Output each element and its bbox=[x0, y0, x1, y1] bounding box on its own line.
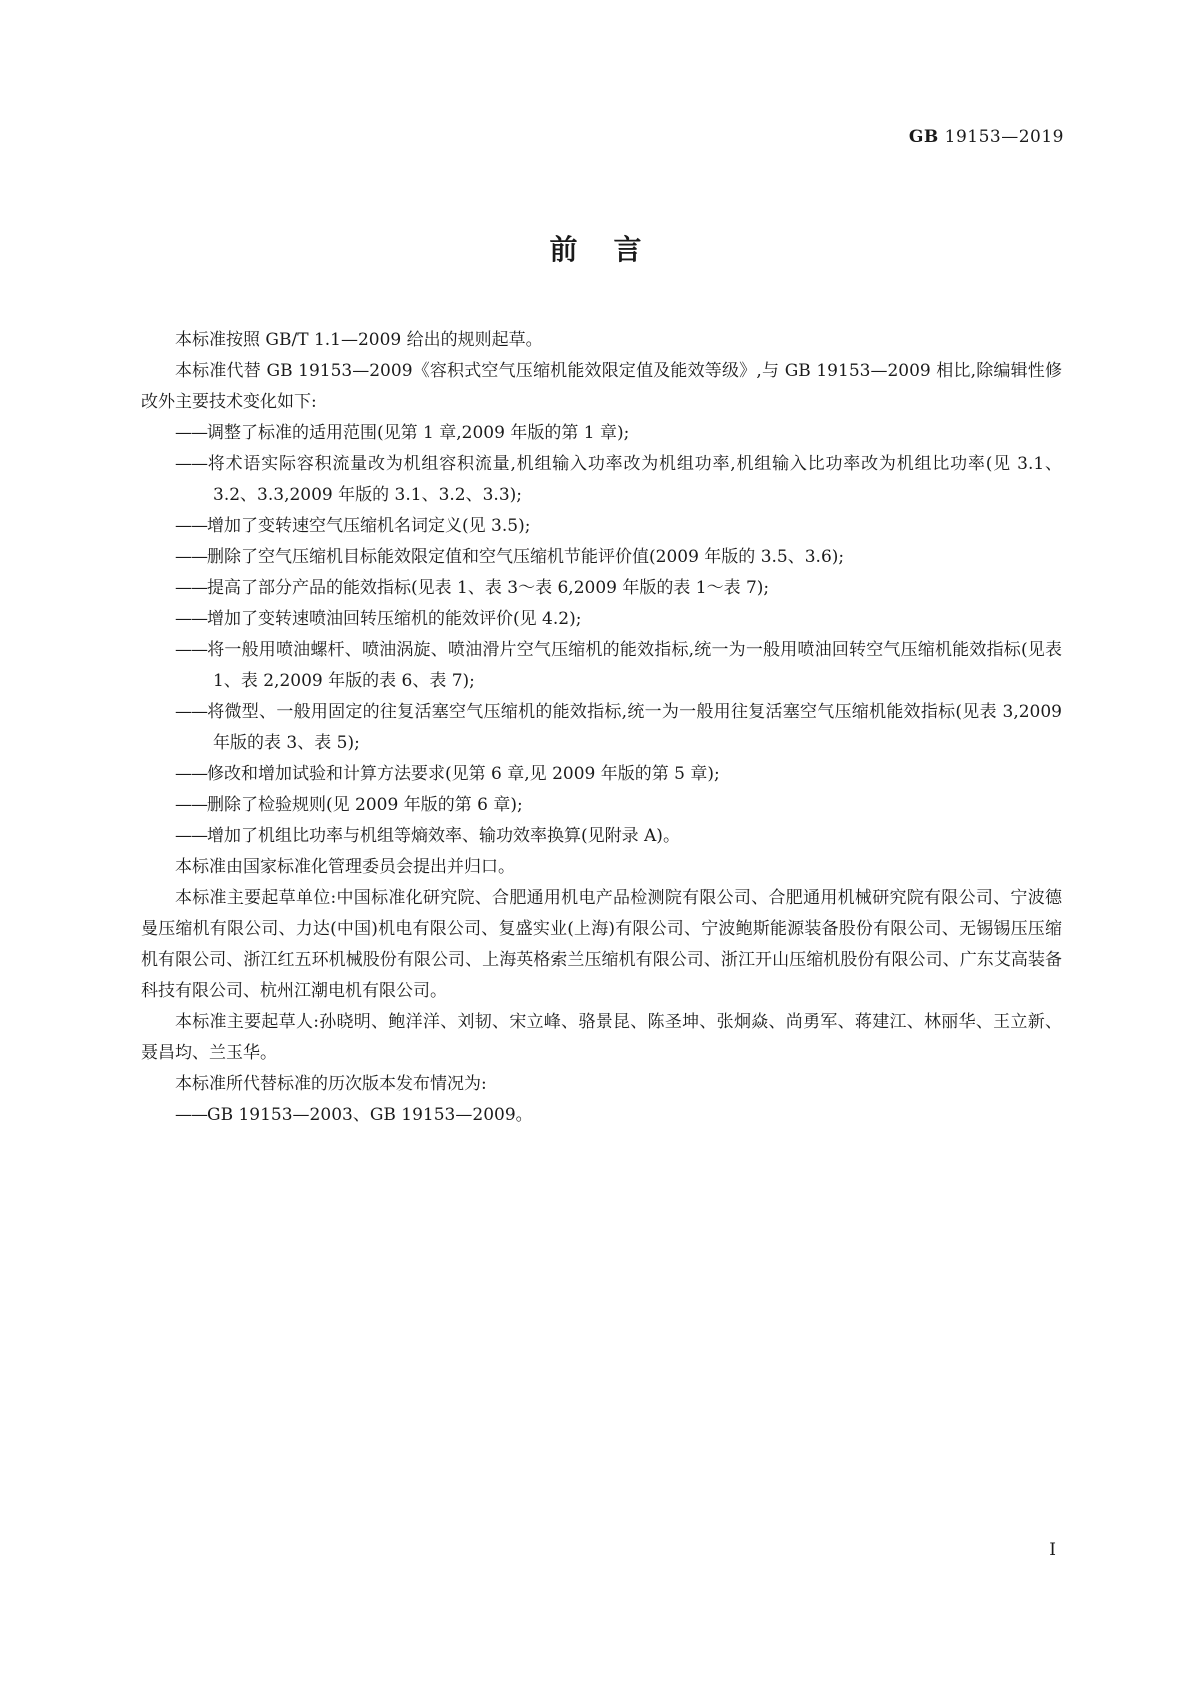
change-item bbox=[141, 635, 1062, 697]
dash-marker: —— bbox=[175, 454, 207, 474]
history-item-text: GB 19153—2003、GB 19153—2009。 bbox=[207, 1105, 533, 1125]
change-item bbox=[141, 821, 1062, 852]
history-item bbox=[141, 1100, 1062, 1131]
paragraph-replacement-intro: 本标准代替 GB 19153—2009《容积式空气压缩机能效限定值及能效等级》,与 GB 19153—2009 相比,除编辑性修改外主要技术变化如下: bbox=[141, 361, 1062, 412]
paragraph-proposer: 本标准由国家标准化管理委员会提出并归口。 bbox=[175, 857, 515, 877]
change-item-text: 删除了检验规则(见 2009 年版的第 6 章); bbox=[207, 795, 523, 815]
foreword-body bbox=[141, 325, 1062, 1131]
change-item bbox=[141, 759, 1062, 790]
standard-code-header bbox=[909, 127, 1064, 147]
standard-code-prefix: GB bbox=[908, 127, 939, 147]
paragraph-history-intro: 本标准所代替标准的历次版本发布情况为: bbox=[175, 1074, 487, 1094]
change-item-text: 增加了变转速喷油回转压缩机的能效评价(见 4.2); bbox=[207, 609, 582, 629]
dash-marker: —— bbox=[175, 423, 207, 443]
change-item-text: 增加了机组比功率与机组等熵效率、输功效率换算(见附录 A)。 bbox=[207, 826, 680, 846]
change-item bbox=[141, 542, 1062, 573]
change-item bbox=[141, 573, 1062, 604]
dash-marker: —— bbox=[175, 547, 207, 567]
change-item-text: 修改和增加试验和计算方法要求(见第 6 章,见 2009 年版的第 5 章); bbox=[207, 764, 720, 784]
dash-marker: —— bbox=[175, 640, 207, 660]
dash-marker: —— bbox=[175, 826, 207, 846]
dash-marker: —— bbox=[175, 795, 207, 815]
dash-marker: —— bbox=[175, 609, 207, 629]
change-item bbox=[141, 449, 1062, 511]
dash-marker: —— bbox=[175, 1105, 207, 1125]
change-item-text: 调整了标准的适用范围(见第 1 章,2009 年版的第 1 章); bbox=[207, 423, 630, 443]
change-item bbox=[141, 511, 1062, 542]
change-item bbox=[141, 697, 1062, 759]
dash-marker: —— bbox=[175, 578, 207, 598]
dash-marker: —— bbox=[175, 516, 207, 536]
change-item-text: 提高了部分产品的能效指标(见表 1、表 3～表 6,2009 年版的表 1～表 7); bbox=[207, 578, 770, 598]
change-item-text: 增加了变转速空气压缩机名词定义(见 3.5); bbox=[207, 516, 531, 536]
change-item bbox=[141, 790, 1062, 821]
change-item-text: 将一般用喷油螺杆、喷油涡旋、喷油滑片空气压缩机的能效指标,统一为一般用喷油回转空气压缩机能效指标(见表 1、表 2,2009 年版的表 6、表 7); bbox=[207, 640, 1062, 691]
dash-marker: —— bbox=[175, 702, 207, 722]
paragraph-drafting-rules: 本标准按照 GB/T 1.1—2009 给出的规则起草。 bbox=[175, 330, 543, 350]
paragraph-drafting-units: 本标准主要起草单位:中国标准化研究院、合肥通用机电产品检测院有限公司、合肥通用机械研究院有限公司、宁波德曼压缩机有限公司、力达(中国)机电有限公司、复盛实业(上海)有限公司、宁波鲍斯能源装备股份有限公司、无锡锡压压缩机有限公司、浙江红五环机械股份有限公司、上海英格索兰压缩机有限公司、浙江开山压缩机股份有限公司、广东艾高装备科技有限公司、杭州江潮电机有限公司。 bbox=[141, 888, 1062, 1001]
page-number: I bbox=[1049, 1540, 1056, 1560]
paragraph-drafters: 本标准主要起草人:孙晓明、鲍洋洋、刘韧、宋立峰、骆景昆、陈圣坤、张炯焱、尚勇军、蒋建江、林丽华、王立新、聂昌均、兰玉华。 bbox=[141, 1012, 1062, 1063]
change-item-text: 将微型、一般用固定的往复活塞空气压缩机的能效指标,统一为一般用往复活塞空气压缩机能效指标(见表 3,2009 年版的表 3、表 5); bbox=[207, 702, 1062, 753]
change-item-text: 删除了空气压缩机目标能效限定值和空气压缩机节能评价值(2009 年版的 3.5、3.6); bbox=[207, 547, 845, 567]
change-item bbox=[141, 604, 1062, 635]
standard-code-number: 19153—2019 bbox=[944, 127, 1064, 147]
change-item-text: 将术语实际容积流量改为机组容积流量,机组输入功率改为机组功率,机组输入比功率改为机组比功率(见 3.1、3.2、3.3,2009 年版的 3.1、3.2、3.3); bbox=[207, 454, 1062, 505]
dash-marker: —— bbox=[175, 764, 207, 784]
change-item bbox=[141, 418, 1062, 449]
page-title: 前言 bbox=[549, 233, 678, 266]
